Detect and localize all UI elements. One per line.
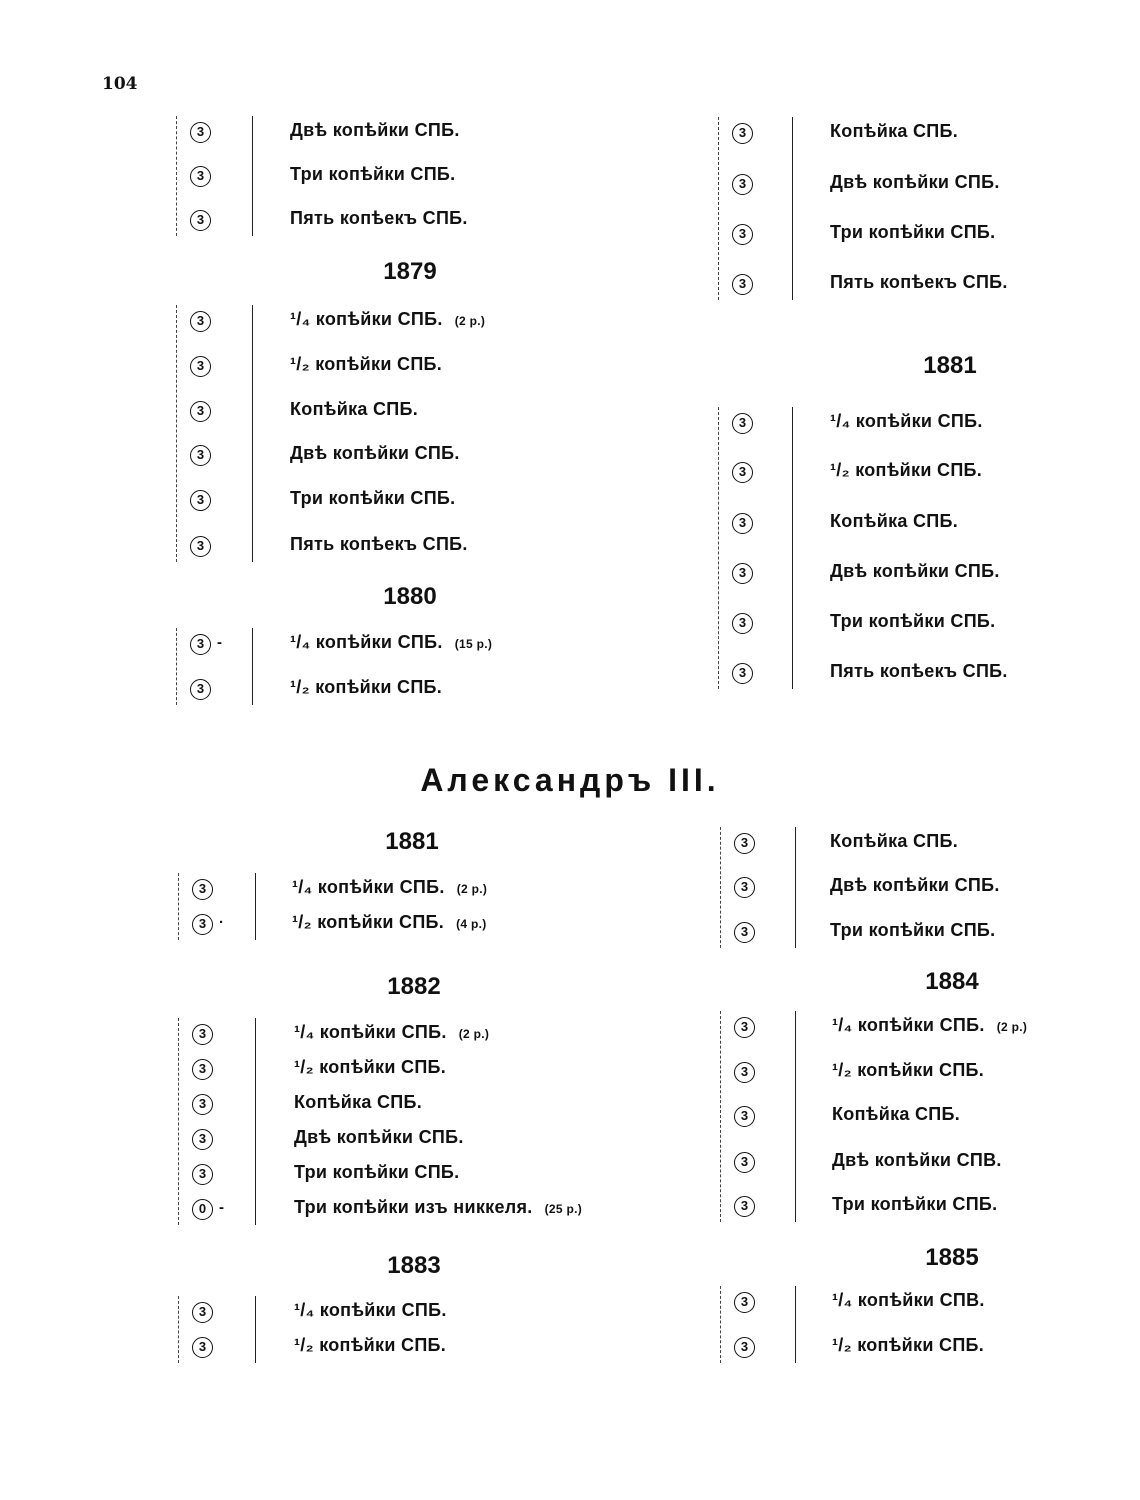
coin-name: Три копѣйки СПБ. <box>294 1162 460 1182</box>
coin-name: ¹/₂ копѣйки СПБ. <box>290 354 443 374</box>
rarity-note: (2 р.) <box>454 314 486 328</box>
coin-label <box>832 1015 1027 1036</box>
rarity-circle-icon: 3 <box>734 1292 755 1313</box>
coin-entry <box>0 829 1140 859</box>
coin-label <box>832 1150 1002 1171</box>
section-year: 1881 <box>923 352 977 379</box>
coin-name: Пять копѣекъ СПБ. <box>830 272 1008 292</box>
coin-label <box>830 611 995 632</box>
coin-name: ¹/₄ копѣйки СПБ. <box>832 1015 985 1035</box>
section-year: 1882 <box>387 973 441 1000</box>
coin-label <box>830 272 1008 293</box>
rarity-circle-icon: 3 <box>732 413 753 434</box>
coin-name: Три копѣйки СПБ. <box>830 611 996 631</box>
rarity-circle-icon: 3 <box>734 1017 755 1038</box>
rarity-circle-icon: 3 <box>190 536 211 557</box>
section-year: 1885 <box>925 1244 979 1271</box>
rarity-circle-icon: 3 <box>190 445 211 466</box>
rarity-note: (4 р.) <box>456 917 487 931</box>
rarity-circle-icon: 3 <box>192 1164 213 1185</box>
coin-label <box>830 875 1000 896</box>
section-year: 1884 <box>925 968 979 995</box>
section-year: 1881 <box>385 828 439 855</box>
rarity-circle-icon: 3 <box>190 634 211 655</box>
coin-name: ¹/₂ копѣйки СПБ. <box>294 1057 447 1077</box>
coin-name: Три копѣйки СПБ. <box>830 222 996 242</box>
rarity-circle-icon: 3 <box>190 311 211 332</box>
coin-name: ¹/₂ копѣйки СПБ. <box>832 1060 985 1080</box>
page-number: 104 <box>102 74 138 94</box>
coin-entry <box>0 1058 1140 1088</box>
coin-name: Двѣ копѣйки СПБ. <box>830 172 1000 192</box>
coin-entry <box>0 1102 1140 1132</box>
rarity-circle-icon: 3 <box>192 914 213 935</box>
coin-name: ¹/₄ копѣйки СПБ. <box>294 1022 447 1042</box>
coin-name: ¹/₂ копѣйки СПБ. <box>832 1335 985 1355</box>
coin-label <box>832 1194 997 1215</box>
coin-entry <box>0 458 1140 488</box>
coin-name: Двѣ копѣйки СПБ. <box>830 875 1000 895</box>
coin-entry <box>0 1192 1140 1222</box>
coin-entry <box>0 1288 1140 1318</box>
coin-entry <box>0 170 1140 200</box>
coin-name: Двѣ копѣйки СПБ. <box>290 443 460 463</box>
coin-name: Три копѣйки СПБ. <box>830 920 996 940</box>
coin-entry <box>0 409 1140 439</box>
section-year: 1883 <box>387 1252 441 1279</box>
rarity-circle-icon: 3 <box>192 1059 213 1080</box>
coin-label <box>830 831 958 852</box>
coin-name: Двѣ копѣйки СПБ. <box>294 1127 464 1147</box>
coin-name: Пять копѣекъ СПБ. <box>830 661 1008 681</box>
coin-entry <box>0 1148 1140 1178</box>
coin-name: Три копѣйки СПБ. <box>290 488 456 508</box>
coin-name: Копѣйка СПБ. <box>290 399 419 419</box>
rarity-note: (2 р.) <box>458 1027 490 1041</box>
coin-name: Двѣ копѣйки СПВ. <box>832 1150 1002 1170</box>
coin-label <box>830 661 1008 682</box>
coin-label <box>830 121 958 142</box>
coin-entry <box>0 1333 1140 1363</box>
coin-name: ¹/₂ копѣйки СПБ. <box>830 460 983 480</box>
section-year: 1880 <box>383 583 437 610</box>
rarity-circle-icon: 3 <box>732 663 753 684</box>
coin-name: ¹/₄ копѣйки СПБ. <box>294 1300 447 1320</box>
coin-name: Три копѣйки СПБ. <box>290 164 456 184</box>
coin-label <box>290 488 455 509</box>
rarity-circle-icon: 3 <box>192 879 213 900</box>
coin-name: Три копѣйки изъ никкеля. <box>294 1197 533 1217</box>
coin-entry <box>0 509 1140 539</box>
column-rule <box>718 407 719 689</box>
rarity-circle-icon: 3 <box>732 224 753 245</box>
rarity-circle-icon: 3 <box>734 922 755 943</box>
rarity-circle-icon: 3 <box>190 490 211 511</box>
coin-name: Пять копѣекъ СПБ. <box>290 534 468 554</box>
coin-entry <box>0 307 1140 337</box>
rarity-note: (2 р.) <box>456 882 488 896</box>
coin-name: Копѣйка СПБ. <box>830 511 959 531</box>
rarity-circle-icon: 3 <box>192 1129 213 1150</box>
coin-name: ¹/₄ копѣйки СПБ. <box>830 411 983 431</box>
rarity-circle-icon: 3 <box>192 1337 213 1358</box>
rarity-circle-icon: 3 <box>734 833 755 854</box>
rarity-circle-icon: 3 <box>734 1106 755 1127</box>
coin-name: ¹/₂ копѣйки СПБ. <box>294 1335 447 1355</box>
coin-name: Три копѣйки СПБ. <box>832 1194 998 1214</box>
rarity-circle-icon: 3 <box>734 1152 755 1173</box>
rarity-circle-icon: 3 <box>734 1196 755 1217</box>
coin-label <box>830 460 982 481</box>
coin-label <box>830 561 1000 582</box>
rarity-circle-icon: 3 <box>734 877 755 898</box>
coin-name: Двѣ копѣйки СПБ. <box>830 561 1000 581</box>
rarity-circle-icon: 3 <box>192 1094 213 1115</box>
coin-label <box>830 172 1000 193</box>
rarity-circle-icon: 3 <box>732 174 753 195</box>
rarity-circle-icon: 3 <box>732 123 753 144</box>
coin-label <box>832 1335 984 1356</box>
coin-name: ¹/₄ копѣйки СПБ. <box>290 632 443 652</box>
coin-name: ¹/₄ копѣйки СПБ. <box>292 877 445 897</box>
coin-name: ¹/₄ копѣйки СПВ. <box>832 1290 985 1310</box>
coin-label <box>290 309 485 330</box>
rarity-circle-icon: 3 <box>732 563 753 584</box>
rarity-note: (15 р.) <box>454 637 493 651</box>
coin-name: Пять копѣекъ СПБ. <box>290 208 468 228</box>
rarity-circle-icon: 3 <box>732 462 753 483</box>
coin-name: Двѣ копѣйки СПБ. <box>290 120 460 140</box>
coin-name: Копѣйка СПБ. <box>830 831 959 851</box>
rarity-suffix: - <box>217 634 222 651</box>
coin-name: ¹/₄ копѣйки СПБ. <box>290 309 443 329</box>
coin-entry <box>0 609 1140 639</box>
coin-entry <box>0 1013 1140 1043</box>
section-year: 1879 <box>383 258 437 285</box>
rarity-circle-icon: 3 <box>192 1024 213 1045</box>
coin-label <box>830 920 995 941</box>
coin-entry <box>0 659 1140 689</box>
coin-entry <box>0 559 1140 589</box>
rarity-note: (2 р.) <box>996 1020 1028 1034</box>
rarity-circle-icon: 0 <box>192 1199 213 1220</box>
rarity-circle-icon: 3 <box>732 513 753 534</box>
rarity-circle-icon: 3 <box>190 166 211 187</box>
rarity-circle-icon: 3 <box>732 274 753 295</box>
rarity-circle-icon: 3 <box>190 122 211 143</box>
coin-entry <box>0 119 1140 149</box>
rarity-suffix: · <box>219 914 224 931</box>
coin-label <box>290 354 442 375</box>
coin-entry <box>0 270 1140 300</box>
coin-entry <box>0 220 1140 250</box>
rarity-suffix: - <box>219 1199 224 1216</box>
coin-name: Копѣйка СПБ. <box>832 1104 961 1124</box>
coin-name: Копѣйка СПБ. <box>830 121 959 141</box>
rarity-note: (25 р.) <box>544 1202 583 1216</box>
coin-label <box>830 511 958 532</box>
coin-name: Копѣйка СПБ. <box>294 1092 423 1112</box>
coin-name: ¹/₂ копѣйки СПБ. <box>290 677 443 697</box>
coin-label <box>832 1290 985 1311</box>
rarity-circle-icon: 3 <box>190 401 211 422</box>
coin-label <box>832 1060 984 1081</box>
ruler-title: Александръ III. <box>420 762 720 798</box>
rarity-circle-icon: 3 <box>732 613 753 634</box>
rarity-circle-icon: 3 <box>190 679 211 700</box>
coin-label <box>832 1104 960 1125</box>
coin-entry <box>0 873 1140 903</box>
rarity-circle-icon: 3 <box>734 1062 755 1083</box>
column-rule <box>792 407 793 689</box>
coin-label <box>830 411 983 432</box>
rarity-circle-icon: 3 <box>190 210 211 231</box>
rarity-circle-icon: 3 <box>734 1337 755 1358</box>
coin-label <box>830 222 995 243</box>
rarity-circle-icon: 3 <box>192 1302 213 1323</box>
coin-name: ¹/₂ копѣйки СПБ. <box>292 912 445 932</box>
coin-entry <box>0 918 1140 948</box>
rarity-circle-icon: 3 <box>190 356 211 377</box>
